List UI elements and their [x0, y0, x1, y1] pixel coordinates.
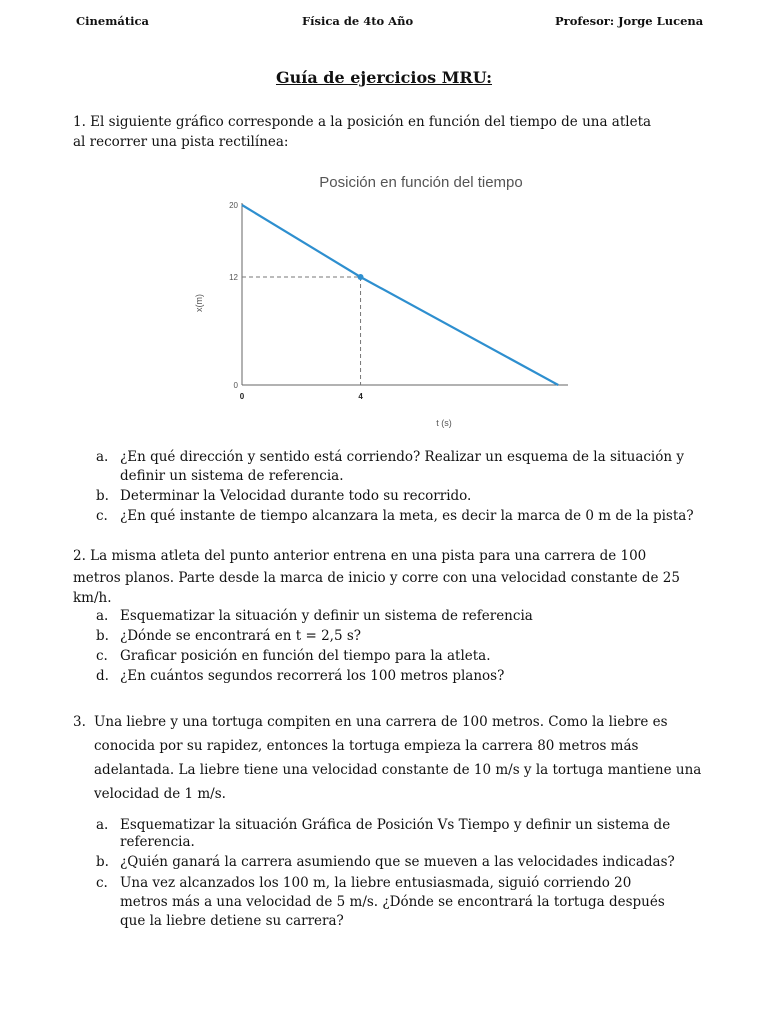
x-tick-label: 0: [239, 392, 245, 401]
chart-title: Posición en función del tiempo: [319, 174, 523, 191]
item-label: b.: [96, 854, 109, 870]
item-text: ¿Quién ganará la carrera asumiendo que se mueven a las velocidades indicadas?: [120, 854, 675, 870]
header-subject: Cinemática: [76, 14, 149, 28]
data-series-line: [242, 205, 558, 385]
q3-paragraph: [94, 710, 714, 806]
page-title: Guía de ejercicios MRU:: [275, 68, 492, 87]
q1-line-2: al recorrer una pista rectilínea:: [73, 134, 289, 150]
item-label: c.: [96, 648, 108, 664]
item-label: c.: [96, 508, 108, 524]
item-label: c.: [96, 875, 108, 891]
item-label: d.: [96, 668, 109, 684]
item-text: ¿Dónde se encontrará en t = 2,5 s?: [120, 628, 362, 644]
item-text: Esquematizar la situación y definir un sistema de referencia: [120, 608, 533, 624]
item-label: b.: [96, 628, 109, 644]
item-text: referencia.: [120, 834, 195, 850]
item-text: ¿En qué dirección y sentido está corriendo? Realizar un esquema de la situación y: [120, 449, 684, 465]
q3-line: Una liebre y una tortuga compiten en una carrera de 100 metros. Como la liebre es: [94, 714, 668, 730]
item-text: Una vez alcanzados los 100 m, la liebre entusiasmada, siguió corriendo 20: [120, 875, 632, 891]
q3-line: adelantada. La liebre tiene una velocidad constante de 10 m/s y la tortuga mantiene una: [94, 762, 702, 778]
q3-line: velocidad de 1 m/s.: [94, 786, 226, 802]
header-teacher: Profesor: Jorge Lucena: [555, 14, 704, 28]
item-label: a.: [96, 608, 109, 624]
item-text: Graficar posición en función del tiempo para la atleta.: [120, 648, 491, 664]
y-tick-label: 12: [229, 273, 238, 282]
q2-line-2: metros planos. Parte desde la marca de inicio y corre con una velocidad constante de 25: [73, 570, 680, 586]
item-text: ¿En qué instante de tiempo alcanzara la meta, es decir la marca de 0 m de la pista?: [120, 508, 694, 524]
item-text: que la liebre detiene su carrera?: [120, 913, 344, 929]
q2-line-1: 2. La misma atleta del punto anterior entrena en una pista para una carrera de 100: [73, 548, 647, 564]
item-text: metros más a una velocidad de 5 m/s. ¿Dónde se encontrará la tortuga después: [120, 894, 665, 910]
header-course: Física de 4to Año: [302, 14, 414, 28]
x-tick-label: 4: [358, 392, 363, 401]
item-text: Esquematizar la situación Gráfica de Posición Vs Tiempo y definir un sistema de: [120, 817, 671, 833]
q2-line-3: km/h.: [73, 590, 112, 606]
y-axis-label: x(m): [194, 294, 204, 312]
item-label: a.: [96, 449, 109, 465]
y-tick-label: 0: [233, 381, 238, 390]
q3-number: 3.: [73, 714, 86, 730]
item-label: a.: [96, 817, 109, 833]
data-point: [358, 274, 364, 280]
y-tick-label: 20: [229, 201, 238, 210]
item-text: ¿En cuántos segundos recorrerá los 100 metros planos?: [120, 668, 505, 684]
q3-line: conocida por su rapidez, entonces la tortuga empieza la carrera 80 metros más: [94, 738, 639, 754]
item-label: b.: [96, 488, 109, 504]
position-time-chart: [190, 165, 590, 440]
item-text: Determinar la Velocidad durante todo su recorrido.: [120, 488, 472, 504]
x-axis-label: t (s): [436, 418, 452, 428]
q1-line-1: 1. El siguiente gráfico corresponde a la posición en función del tiempo de una atleta: [73, 114, 652, 130]
item-text: definir un sistema de referencia.: [120, 468, 344, 484]
